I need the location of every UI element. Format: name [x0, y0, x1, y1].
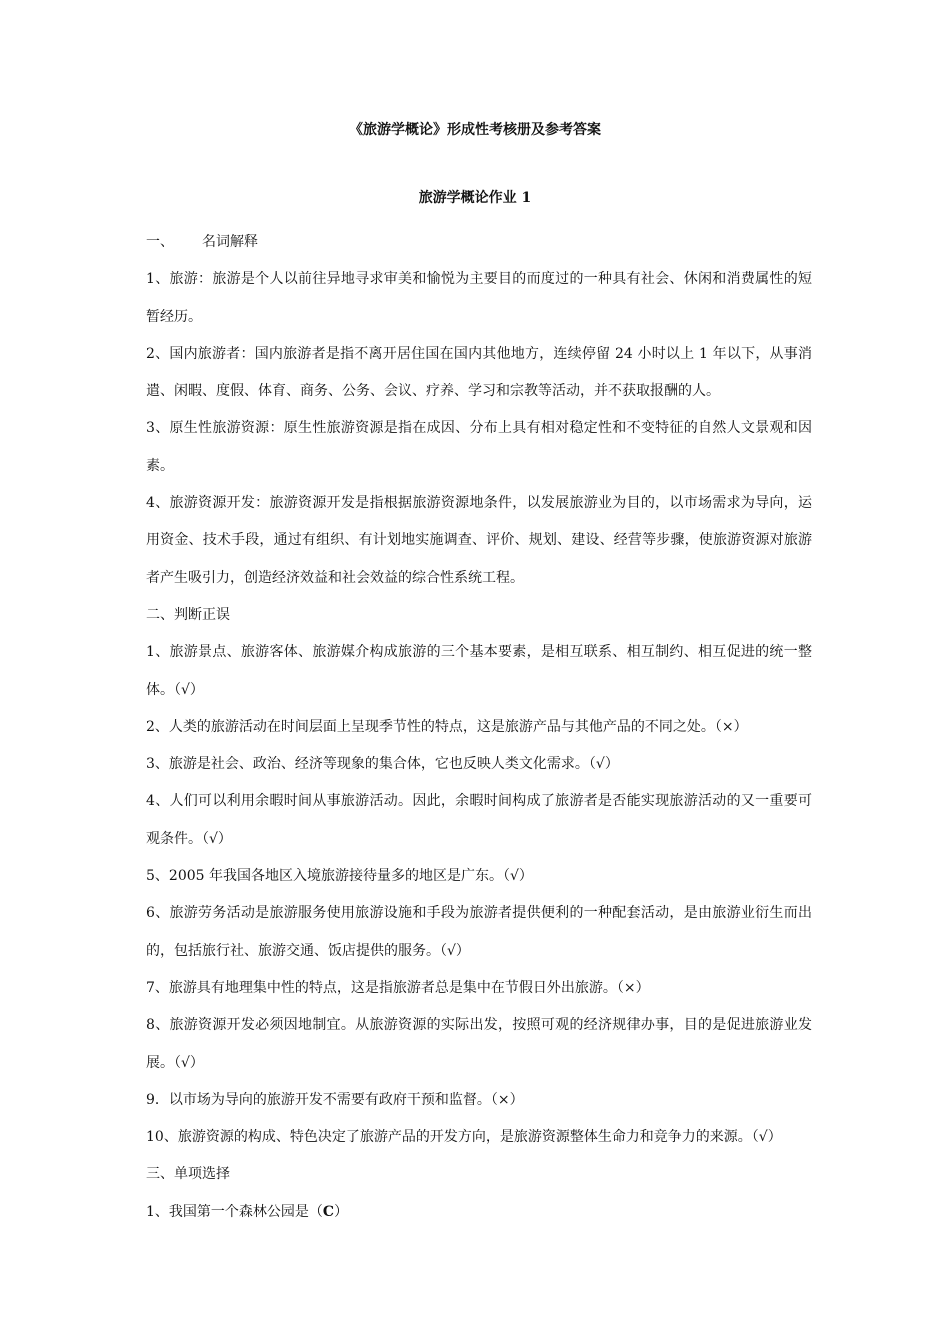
judgment-item: 10、旅游资源的构成、特色决定了旅游产品的开发方向，是旅游资源整体生命力和竞争力的来源。（√） [146, 1129, 782, 1146]
judgment-item: 1、旅游景点、旅游客体、旅游媒介构成旅游的三个基本要素，是相互联系、相互制约、相互促进的统一整体。（√） [146, 644, 812, 698]
judgment-item: 3、旅游是社会、政治、经济等现象的集合体，它也反映人类文化需求。（√） [146, 756, 619, 773]
section-heading-terms [146, 224, 812, 261]
judgment-item: 5、2005 年我国各地区入境旅游接待量多的地区是广东。（√） [146, 868, 533, 885]
judgment-item: 2、人类的旅游活动在时间层面上呈现季节性的特点，这是旅游产品与其他产品的不同之处。（×） [146, 718, 748, 735]
question-text: 1、我国第一个森林公园是（ [146, 1203, 323, 1220]
question-answer: C [322, 1203, 335, 1220]
document-body [146, 224, 812, 1231]
section-heading-single-choice: 三、单项选择 [146, 1166, 230, 1183]
section-title: 名词解释 [202, 234, 258, 250]
judgment-item: 7、旅游具有地理集中性的特点，这是指旅游者总是集中在节假日外出旅游。（×） [146, 979, 650, 996]
term-item: 4、旅游资源开发：旅游资源开发是指根据旅游资源地条件，以发展旅游业为目的，以市场需求为导向，运用资金、技术手段，通过有组织、有计划地实施调查、评价、规划、建设、经营等步骤，使旅游资源对旅游者产生吸引力，创造经济效益和社会效益的综合性系统工程。 [146, 495, 812, 586]
judgment-item: 4、人们可以利用余暇时间从事旅游活动。因此，余暇时间构成了旅游者是否能实现旅游活动的又一重要可观条件。（√） [146, 793, 812, 847]
choice-question [146, 1194, 812, 1231]
document-title: 《旅游学概论》形成性考核册及参考答案 [349, 122, 601, 138]
term-item: 1、旅游：旅游是个人以前往异地寻求审美和愉悦为主要目的而度过的一种具有社会、休闲和消费属性的短暂经历。 [146, 271, 812, 325]
term-item: 3、原生性旅游资源：原生性旅游资源是指在成因、分布上具有相对稳定性和不变特征的自然人文景观和因素。 [146, 420, 812, 474]
judgment-item: 6、旅游劳务活动是旅游服务使用旅游设施和手段为旅游者提供便利的一种配套活动，是由旅游业衍生而出的，包括旅行社、旅游交通、饭店提供的服务。（√） [146, 905, 812, 959]
judgment-item: 9．以市场为导向的旅游开发不需要有政府干预和监督。（×） [146, 1091, 524, 1108]
assignment-title: 旅游学概论作业 1 [418, 190, 532, 206]
term-item: 2、国内旅游者：国内旅游者是指不离开居住国在国内其他地方，连续停留 24 小时以上 1 年以下，从事消遣、闲暇、度假、体育、商务、公务、会议、疗养、学习和宗教等活动，并不获取报酬的人。 [146, 345, 812, 400]
judgment-item: 8、旅游资源开发必须因地制宜。从旅游资源的实际出发，按照可观的经济规律办事，目的是促进旅游业发展。（√） [146, 1017, 812, 1071]
section-heading-true-false: 二、判断正误 [146, 606, 230, 623]
section-number: 一、 [146, 234, 174, 250]
question-close: ） [334, 1203, 349, 1220]
